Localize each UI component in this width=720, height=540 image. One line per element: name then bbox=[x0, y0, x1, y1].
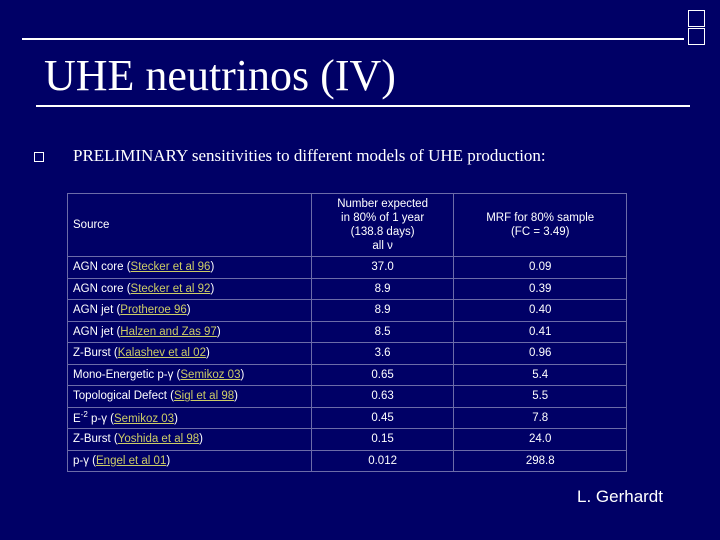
header-expected-line: (138.8 days) bbox=[350, 226, 415, 238]
source-cell: AGN jet (Halzen and Zas 97) bbox=[68, 321, 312, 343]
table-row bbox=[68, 429, 627, 451]
model-name: AGN core bbox=[73, 282, 124, 295]
header-mrf-line: MRF for 80% sample bbox=[486, 212, 595, 224]
table-row bbox=[68, 343, 627, 365]
header-source: Source bbox=[68, 194, 312, 257]
reference-link[interactable]: Stecker et al 92 bbox=[130, 282, 211, 295]
expected-cell: 8.9 bbox=[311, 278, 454, 300]
table-row bbox=[68, 257, 627, 279]
expected-cell: 0.45 bbox=[311, 407, 454, 429]
source-cell: Mono-Energetic p-γ (Semikoz 03) bbox=[68, 364, 312, 386]
model-name: AGN jet bbox=[73, 325, 114, 338]
mrf-cell: 0.09 bbox=[454, 257, 627, 279]
header-expected-line: in 80% of 1 year bbox=[341, 212, 425, 224]
model-name-rest: p-γ bbox=[87, 413, 107, 426]
expected-cell: 8.9 bbox=[311, 300, 454, 322]
model-name: AGN core bbox=[73, 261, 124, 274]
mrf-cell: 0.41 bbox=[454, 321, 627, 343]
model-name: Z-Burst bbox=[73, 347, 111, 360]
source-cell: $E^{-2}$ p-γ (Semikoz 03) bbox=[68, 407, 312, 429]
reference-link[interactable]: Stecker et al 96 bbox=[130, 261, 211, 274]
table-row bbox=[68, 300, 627, 322]
expected-cell: 0.63 bbox=[311, 386, 454, 408]
reference-link[interactable]: Semikoz 03 bbox=[114, 413, 175, 426]
source-cell: AGN core (Stecker et al 92) bbox=[68, 278, 312, 300]
model-name: Mono-Energetic p-γ bbox=[73, 368, 174, 381]
reference-link[interactable]: Halzen and Zas 97 bbox=[120, 325, 217, 338]
model-name-exponent: -2 bbox=[80, 410, 88, 420]
expected-cell: 0.012 bbox=[311, 450, 454, 472]
reference-link[interactable]: Protheroe 96 bbox=[120, 304, 187, 317]
header-expected-line: all ν bbox=[372, 240, 393, 252]
mrf-cell: 5.4 bbox=[454, 364, 627, 386]
mrf-cell: 298.8 bbox=[454, 450, 627, 472]
sensitivity-table bbox=[67, 193, 627, 472]
header-number-expected bbox=[311, 194, 454, 257]
slide-header-bar bbox=[22, 8, 684, 40]
table-row bbox=[68, 386, 627, 408]
title-divider bbox=[36, 105, 690, 107]
model-name: Topological Defect bbox=[73, 390, 167, 403]
expected-cell: 0.65 bbox=[311, 364, 454, 386]
expected-cell: 3.6 bbox=[311, 343, 454, 365]
corner-square-top-decoration bbox=[688, 10, 705, 27]
bullet-square-icon bbox=[34, 152, 44, 162]
model-name: p-γ bbox=[73, 454, 89, 467]
mrf-cell: 0.40 bbox=[454, 300, 627, 322]
source-cell: AGN core (Stecker et al 96) bbox=[68, 257, 312, 279]
source-cell: p-γ (Engel et al 01) bbox=[68, 450, 312, 472]
mrf-cell: 5.5 bbox=[454, 386, 627, 408]
source-cell: AGN jet (Protheroe 96) bbox=[68, 300, 312, 322]
source-cell: Z-Burst (Kalashev et al 02) bbox=[68, 343, 312, 365]
expected-cell: 37.0 bbox=[311, 257, 454, 279]
header-expected-line: Number expected bbox=[337, 198, 428, 210]
table-row bbox=[68, 321, 627, 343]
reference-link[interactable]: Sigl et al 98 bbox=[174, 390, 235, 403]
table-row bbox=[68, 364, 627, 386]
slide-title: UHE neutrinos (IV) bbox=[44, 51, 396, 100]
model-name: AGN jet bbox=[73, 304, 114, 317]
reference-link[interactable]: Semikoz 03 bbox=[180, 368, 241, 381]
table-row bbox=[68, 450, 627, 472]
author-credit: L. Gerhardt bbox=[577, 487, 663, 506]
header-mrf-line: (FC = 3.49) bbox=[510, 226, 570, 238]
source-cell: Topological Defect (Sigl et al 98) bbox=[68, 386, 312, 408]
expected-cell: 0.15 bbox=[311, 429, 454, 451]
header-mrf bbox=[454, 194, 627, 257]
reference-link[interactable]: Engel et al 01 bbox=[96, 454, 167, 467]
model-name: Z-Burst bbox=[73, 433, 111, 446]
model-name-base: E bbox=[73, 413, 81, 426]
expected-cell: 8.5 bbox=[311, 321, 454, 343]
mrf-cell: 24.0 bbox=[454, 429, 627, 451]
table-header-row bbox=[68, 194, 627, 257]
table-row bbox=[68, 278, 627, 300]
mrf-cell: 7.8 bbox=[454, 407, 627, 429]
corner-square-bottom-decoration bbox=[688, 28, 705, 45]
mrf-cell: 0.96 bbox=[454, 343, 627, 365]
reference-link[interactable]: Yoshida et al 98 bbox=[117, 433, 200, 446]
source-cell: Z-Burst (Yoshida et al 98) bbox=[68, 429, 312, 451]
mrf-cell: 0.39 bbox=[454, 278, 627, 300]
reference-link[interactable]: Kalashev et al 02 bbox=[117, 347, 206, 360]
table-row bbox=[68, 407, 627, 429]
bullet-text: PRELIMINARY sensitivities to different models of UHE production: bbox=[73, 146, 546, 165]
